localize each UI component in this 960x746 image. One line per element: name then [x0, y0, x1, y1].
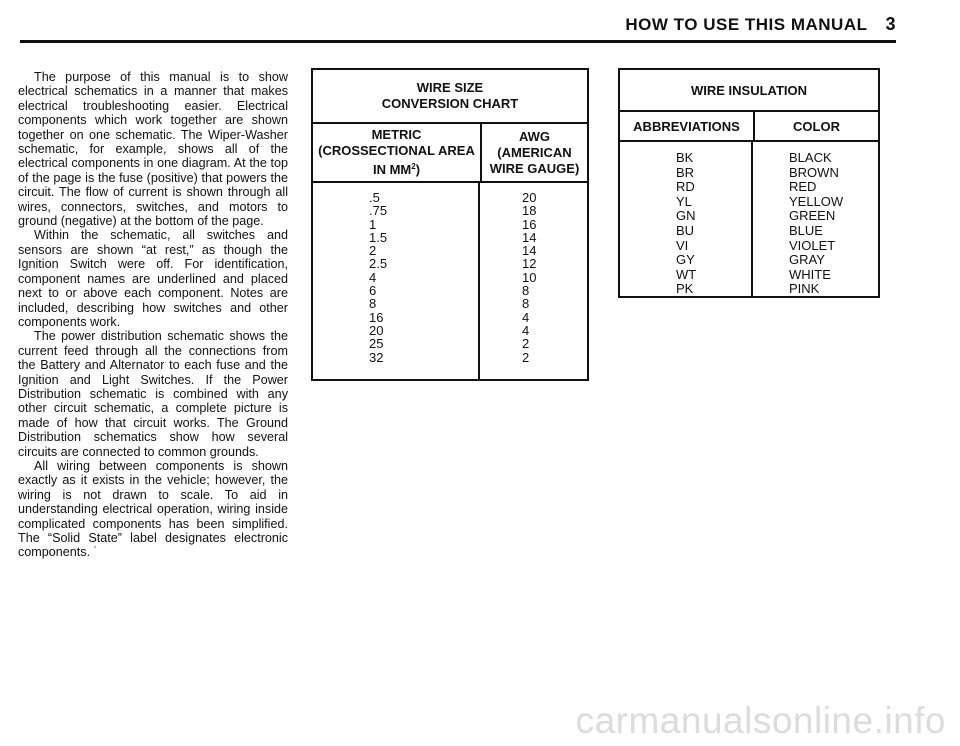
metric-column	[313, 183, 480, 381]
wire-insulation-table	[618, 68, 880, 298]
color-cell: BLUE	[789, 222, 823, 238]
awg-header-line2: (AMERICAN	[497, 144, 572, 160]
body-paragraph: The power distribution schematic shows the current feed through all the connections from the Battery and Alternator to each fuse and the Ignition and Light Switches. If the Power Distribution schematic is combined with any other circuit schematic, a complete picture is made of how that circuit works. The Ground Distribution schematics show how several circuits are connected to common grounds.	[18, 329, 288, 459]
awg-cell: 4	[522, 309, 530, 325]
awg-cell: 8	[522, 283, 530, 299]
color-cell: GREEN	[789, 208, 836, 224]
color-cell: WHITE	[789, 266, 831, 282]
metric-cell: 1.5	[369, 229, 388, 245]
awg-cell: 2	[522, 349, 530, 365]
abbreviation-cell: BK	[676, 150, 694, 165]
abbreviation-cell: BR	[676, 164, 695, 180]
metric-cell: 8	[369, 296, 377, 312]
color-cell: VIOLET	[789, 237, 836, 253]
awg-cell: 2	[522, 336, 530, 352]
wire-size-rows	[313, 183, 587, 381]
abbreviation-cell: PK	[676, 281, 694, 297]
wire-size-title	[313, 70, 587, 124]
awg-cell: 16	[522, 216, 537, 232]
metric-cell: .75	[369, 203, 388, 219]
wire-size-headers	[313, 124, 587, 183]
abbreviation-cell: GY	[676, 252, 695, 268]
abbreviation-cell: BU	[676, 222, 695, 238]
metric-cell: 1	[369, 216, 377, 232]
color-header: COLOR	[793, 118, 840, 134]
metric-header-close: )	[415, 162, 421, 177]
abbreviation-cell: YL	[676, 193, 692, 209]
awg-cell: 10	[522, 269, 537, 285]
body-paragraph: All wiring between components is shown exactly as it exists in the vehicle; however, the wiring is not drawn to scale. To aid in understanding electrical operation, wiring inside complicated components has been simplified. The “Solid State” label designates electronic components. ˙	[18, 458, 288, 560]
wire-size-title-line2: CONVERSION CHART	[381, 96, 519, 111]
abbreviation-cell: RD	[676, 179, 695, 195]
metric-header-line1: METRIC	[371, 127, 422, 142]
abbreviation-cell: WT	[676, 266, 697, 282]
body-paragraph: Within the schematic, all switches and sensors are shown “at rest,” as though the Ignition Switch were off. For identification, component names are underlined and placed next to or above each component. Notes are included, describing how switches and other components work.	[18, 228, 288, 329]
metric-header-line3	[373, 159, 420, 178]
metric-cell: 2	[369, 243, 377, 259]
page-title: HOW TO USE THIS MANUAL	[625, 15, 868, 34]
color-column	[753, 142, 878, 298]
abbreviation-cell: VI	[676, 237, 689, 253]
metric-cell: 20	[369, 322, 384, 338]
metric-header-line2: (CROSSECTIONAL AREA	[318, 143, 475, 158]
wire-insulation-rows	[620, 142, 878, 298]
awg-cell: 20	[522, 190, 537, 205]
metric-header-superscript: 2	[411, 162, 416, 171]
color-cell: GRAY	[789, 252, 825, 268]
color-cell: BLACK	[789, 150, 832, 165]
color-cell: RED	[789, 179, 817, 195]
abbreviations-header: ABBREVIATIONS	[620, 112, 755, 140]
awg-header	[482, 124, 587, 181]
metric-cell: 4	[369, 269, 377, 285]
metric-header-line3-text: IN MM	[372, 162, 412, 177]
color-cell: BROWN	[789, 164, 839, 180]
metric-cell: 2.5	[369, 256, 388, 272]
metric-cell: 16	[369, 309, 384, 325]
awg-cell: 4	[522, 322, 530, 338]
awg-cell: 8	[522, 296, 530, 312]
metric-header	[313, 124, 482, 181]
awg-cell: 18	[522, 203, 537, 219]
awg-header-line1: AWG	[518, 128, 551, 144]
wire-size-title-line1: WIRE SIZE	[416, 80, 484, 95]
color-cell: PINK	[789, 281, 820, 297]
body-text	[18, 70, 288, 560]
awg-column	[480, 183, 587, 381]
metric-cell: 6	[369, 283, 377, 299]
wire-insulation-title: WIRE INSULATION	[620, 70, 878, 112]
awg-header-line3: WIRE GAUGE)	[489, 160, 580, 176]
wire-insulation-headers	[620, 112, 878, 142]
metric-cell: 25	[369, 336, 384, 352]
color-cell: YELLOW	[789, 193, 844, 209]
awg-cell: 14	[522, 229, 537, 245]
awg-cell: 14	[522, 243, 537, 259]
watermark: carmanualsonline.info	[575, 700, 946, 741]
abbreviation-cell: GN	[676, 208, 696, 224]
awg-cell: 12	[522, 256, 537, 272]
metric-cell: .5	[369, 190, 380, 205]
abbreviations-column	[620, 142, 753, 298]
header-rule	[20, 40, 896, 43]
page-header	[0, 14, 896, 35]
page-number: 3	[885, 14, 896, 34]
metric-cell: 32	[369, 349, 384, 365]
wire-size-table	[311, 68, 589, 381]
body-paragraph: The purpose of this manual is to show electrical schematics in a manner that makes electrical troubleshooting easier. Electrical components which work together are shown together on one schematic. The Wiper-Washer schematic, for example, shows all of the electrical components in one diagram. At the top of the page is the fuse (positive) that powers the circuit. The flow of current is shown through all wires, connectors, switches, and motors to ground (negative) at the bottom of the page.	[18, 70, 288, 229]
